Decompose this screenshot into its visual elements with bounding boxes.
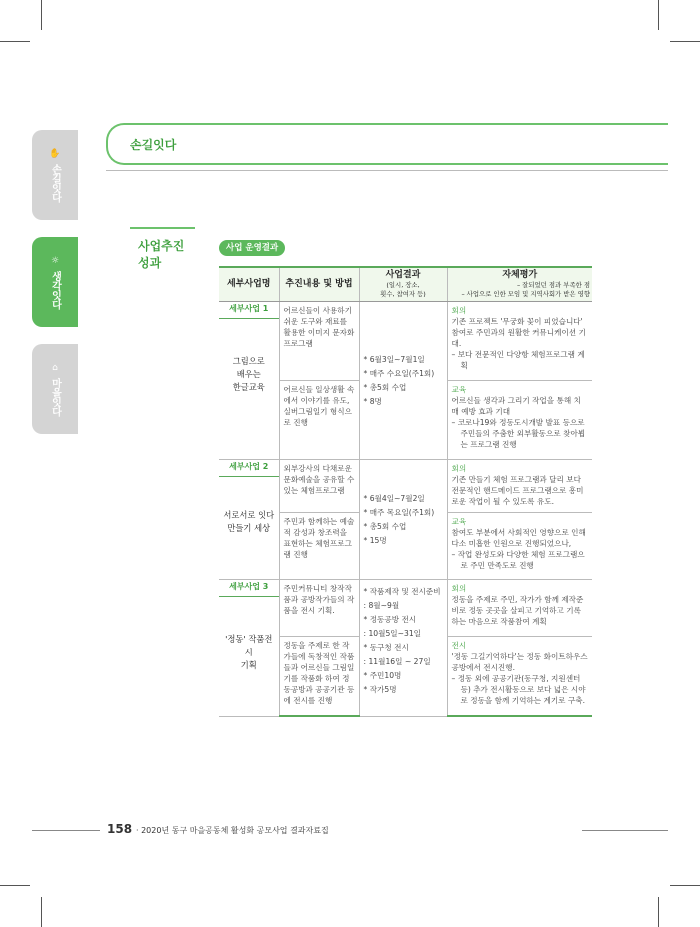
result-line: : 8월~9월 bbox=[363, 601, 400, 610]
method-text: 어르신들 일상생활 속에서 이야기를 유도, 실버그림일기 형식으로 진행 bbox=[283, 385, 355, 427]
method-cell bbox=[279, 302, 359, 381]
section-title bbox=[138, 238, 184, 272]
project-name: '정동' 작품전시 기획 bbox=[225, 634, 273, 670]
section-rule bbox=[130, 227, 195, 229]
result-line: * 15명 bbox=[363, 536, 387, 545]
header-divider bbox=[106, 170, 668, 171]
result-line: : 11월16일 ~ 27일 bbox=[363, 657, 431, 666]
crop-mark bbox=[658, 897, 659, 927]
method-cell bbox=[279, 580, 359, 637]
eval-cell bbox=[447, 513, 592, 580]
method-text: 주민과 함께하는 예술적 감성과 창조력을 표현하는 체험프로그램 진행 bbox=[283, 517, 355, 559]
eval-text: '정동 그길기억하다'는 정동 화이트하우스 공방에서 전시진행. bbox=[451, 652, 588, 672]
table-row bbox=[219, 460, 592, 513]
header-subtext: – 잘되었던 점과 부족한 점 bbox=[516, 281, 590, 289]
side-tab-label: 생각잇다 bbox=[49, 271, 61, 309]
crop-mark bbox=[670, 885, 700, 886]
project-name-cell bbox=[219, 302, 279, 460]
header-project bbox=[219, 267, 279, 302]
method-text: 주민커뮤니티 창작작품과 공방작가들의 작품을 전시 기획. bbox=[283, 584, 355, 615]
hand-icon: ✋ bbox=[49, 149, 61, 159]
page-number: 158 bbox=[107, 822, 133, 836]
header-eval bbox=[447, 267, 592, 302]
sub-project-label: 세부사업 3 bbox=[219, 580, 279, 597]
eval-cell bbox=[447, 580, 592, 637]
crop-mark bbox=[41, 897, 42, 927]
sub-project-label: 세부사업 2 bbox=[219, 460, 279, 477]
eval-text: 기존 만들기 체험 프로그램과 달리 보다 전문적인 핸드메이드 프로그램으로 흥미로운 작업이 될 수 있도록 유도. bbox=[451, 475, 584, 506]
result-line: * 주민10명 bbox=[363, 671, 402, 680]
header-text: 자체평가 bbox=[502, 270, 538, 280]
eval-label: 회의 bbox=[451, 464, 467, 473]
footer-rule-left bbox=[32, 830, 100, 831]
eval-label: 회의 bbox=[451, 584, 467, 593]
method-cell bbox=[279, 381, 359, 460]
result-line: * 매주 수요일(주1회) bbox=[363, 369, 435, 378]
method-cell bbox=[279, 460, 359, 513]
result-line: * 동구청 전시 bbox=[363, 643, 409, 652]
header-subtext: (일시, 장소, 횟수, 참여자 등) bbox=[380, 281, 426, 298]
eval-text: 기존 프로젝트 '무궁화 꽃이 피었습니다' 참여로 주민과의 원활한 커뮤니케이션 기대. bbox=[451, 317, 586, 348]
sub-project-label: 세부사업 1 bbox=[219, 302, 279, 319]
eval-bullet: – 보다 전문적인 다양항 체험프로그램 계획 bbox=[451, 350, 585, 370]
table-row bbox=[219, 580, 592, 637]
project-name: 서로서로 잇다 만들기 세상 bbox=[223, 510, 275, 533]
eval-text: 참여도 부분에서 사회적인 영향으로 인해 다소 미흡한 인원으로 진행되었으나, bbox=[451, 528, 586, 548]
eval-text: 어르신들 생각과 그리기 작업을 통해 치매 예방 효과 기대 bbox=[451, 396, 581, 416]
project-name-cell bbox=[219, 460, 279, 580]
crop-mark bbox=[0, 41, 30, 42]
result-line: * 6월4일~7월2일 bbox=[363, 494, 425, 503]
section-title-line: 성과 bbox=[138, 256, 162, 270]
eval-bullet: – 정동 외에 공공기관(동구청, 지원센터 등) 추가 전시활동으로 보다 넓은 시야로 정동을 함께 기억하는 계기로 구축. bbox=[451, 674, 586, 705]
section-title-line: 사업추진 bbox=[138, 239, 185, 253]
eval-cell bbox=[447, 302, 592, 381]
result-line: * 매주 목요일(주1회) bbox=[363, 508, 435, 517]
header-text: 세부사업명 bbox=[227, 279, 271, 289]
eval-bullet: – 코로나19와 정동도시개발 발표 등으로 주민들의 주춤한 외부활동으로 찾아뵙는 프로그램 진행 bbox=[451, 418, 586, 449]
crop-mark bbox=[670, 41, 700, 42]
crop-mark bbox=[41, 0, 42, 30]
footer-text: · 2020년 동구 마을공동체 활성화 공모사업 결과자료집 bbox=[136, 826, 329, 835]
eval-label: 교육 bbox=[451, 385, 467, 394]
eval-label: 회의 bbox=[451, 306, 467, 315]
section-badge: 사업 운영결과 bbox=[219, 240, 285, 256]
crop-mark bbox=[658, 0, 659, 30]
side-tab-label: 마을잇다 bbox=[49, 378, 61, 416]
result-line: * 총5회 수업 bbox=[363, 522, 407, 531]
method-cell bbox=[279, 513, 359, 580]
result-cell bbox=[359, 580, 447, 717]
result-line: * 8명 bbox=[363, 397, 382, 406]
result-line: * 6월3일~7월1일 bbox=[363, 355, 425, 364]
result-cell bbox=[359, 302, 447, 460]
header-text: 사업결과 bbox=[385, 270, 421, 280]
lightbulb-icon: ☼ bbox=[50, 256, 60, 266]
table-header-row bbox=[219, 267, 592, 302]
side-tab-label: 손길잇다 bbox=[49, 164, 61, 202]
header-text: 추진내용 및 방법 bbox=[285, 279, 353, 289]
project-name-cell bbox=[219, 580, 279, 717]
result-line: : 10월5일~31일 bbox=[363, 629, 421, 638]
result-cell bbox=[359, 460, 447, 580]
footer-rule-right bbox=[582, 830, 668, 831]
eval-bullet: – 작업 완성도와 다양한 체험 프로그램으로 주민 만족도로 진행 bbox=[451, 550, 585, 570]
chapter-header bbox=[106, 123, 668, 165]
result-line: * 정동공방 전시 bbox=[363, 615, 417, 624]
eval-cell bbox=[447, 381, 592, 460]
table-row bbox=[219, 302, 592, 381]
side-tab-1[interactable] bbox=[32, 130, 78, 220]
crop-mark bbox=[0, 885, 30, 886]
result-line: * 작품제작 및 전시준비 bbox=[363, 587, 441, 596]
eval-text: 정동을 주제로 주민, 작가가 함께 제작준비로 정동 곳곳을 살피고 기억하고 기록하는 마음으로 작품참여 계획 bbox=[451, 595, 584, 626]
chapter-title: 손길잇다 bbox=[130, 138, 177, 152]
result-line: * 작가5명 bbox=[363, 685, 397, 694]
result-line: * 총5회 수업 bbox=[363, 383, 407, 392]
results-table bbox=[219, 266, 592, 717]
eval-cell bbox=[447, 460, 592, 513]
side-tab-3[interactable] bbox=[32, 344, 78, 434]
side-tab-2[interactable] bbox=[32, 237, 78, 327]
eval-label: 전시 bbox=[451, 641, 467, 650]
header-method bbox=[279, 267, 359, 302]
header-result bbox=[359, 267, 447, 302]
method-cell bbox=[279, 637, 359, 717]
eval-cell bbox=[447, 637, 592, 717]
method-text: 외부강사의 다채로운 문화예술을 공유할 수 있는 체험프로그램 bbox=[283, 464, 355, 495]
project-name: 그림으로 배우는 한글교육 bbox=[232, 356, 265, 392]
house-icon: ⌂ bbox=[52, 363, 58, 373]
method-text: 어르신들이 사용하기 쉬운 도구와 재료를 활용한 이미지 문자화 프로그램 bbox=[283, 306, 355, 348]
header-subtext: – 사업으로 인한 모임 및 지역사회가 받은 영향 bbox=[461, 290, 590, 298]
eval-label: 교육 bbox=[451, 517, 467, 526]
method-text: 정동을 주제로 한 작가들에 독창적인 작품들과 어르신들 그림일기를 작품화 하여 정동공방과 공공기관 등에 전시를 진행 bbox=[283, 641, 355, 705]
